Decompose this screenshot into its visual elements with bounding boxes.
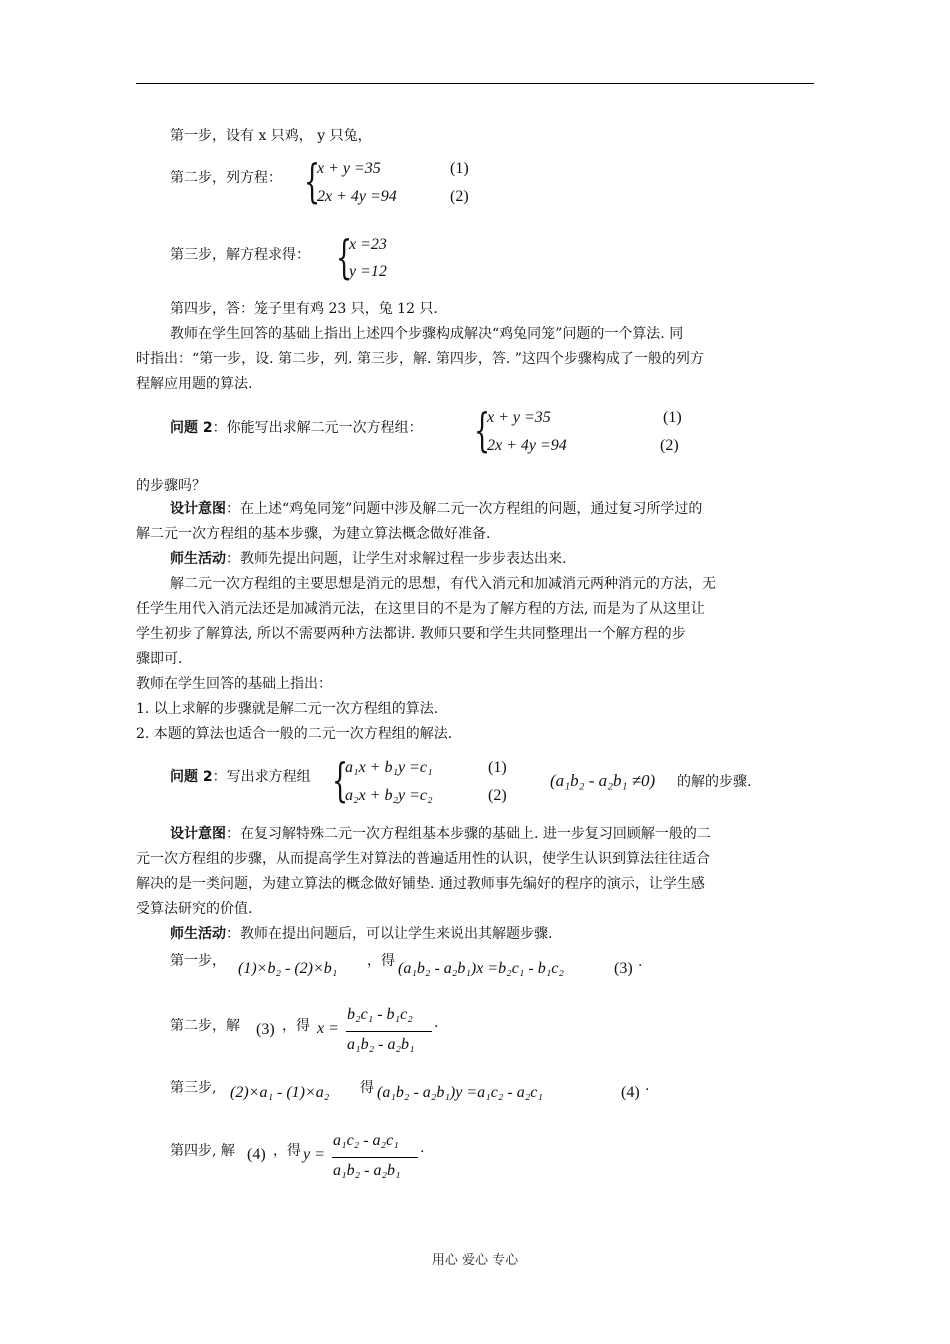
step2-eq2: 2x + 4y =94 (317, 188, 397, 205)
step1-line: 第一步，设有 x 只鸡， y 只兔， (170, 128, 372, 144)
question3 (170, 766, 311, 786)
question3-tail: 的解的步骤. (677, 774, 752, 790)
activity1-line (136, 547, 848, 572)
question2 (170, 417, 423, 437)
step2-brace: { (304, 154, 321, 208)
question2-tail: 的步骤吗？ (136, 478, 206, 494)
step3-eq2: y =12 (349, 263, 387, 280)
solution-step4-numerator: a₁c₂ - a₂c₁ (333, 1132, 399, 1149)
activity2-text: ：教师在提出问题后，可以让学生来说出其解题步骤. (226, 926, 553, 942)
solution-step4-ref: (4) (247, 1146, 266, 1163)
solution-step2-var: x = (317, 1020, 339, 1037)
list-item-2: 2. 本题的算法也适合一般的二元一次方程组的解法. (136, 726, 453, 742)
question2-brace: { (474, 403, 491, 457)
solution-step2-mid: ，得 (282, 1018, 310, 1034)
solution-step2-ref: (3) (256, 1021, 275, 1038)
design2-label: 设计意图 (170, 826, 226, 842)
step2-n2: (2) (450, 188, 469, 205)
step2-label: 第二步，列方程： (170, 170, 282, 186)
design1-label: 设计意图 (170, 501, 226, 517)
design2-line2: 元一次方程组的步骤，从而提高学生对算法的普遍适用性的认识，使学生认识到算法往往适合 (136, 851, 710, 867)
activity2-line (136, 922, 848, 947)
question3-eq2: a₂x + b₂y =c₂ (345, 787, 433, 804)
activity1-label: 师生活动 (170, 551, 226, 567)
solution-step3-label: 第三步, (170, 1080, 217, 1096)
design1-text: ：在上述“鸡兔同笼”问题中涉及解二元一次方程组的问题，通过复习所学过的 (226, 501, 703, 517)
design2-text: ：在复习解特殊二元一次方程组基本步骤的基础上. 进一步复习回顾解一般的二 (226, 826, 711, 842)
para2-line4: 骤即可. (136, 651, 183, 667)
activity2-label: 师生活动 (170, 926, 226, 942)
para1-line2: 时指出：“第一步，设. 第二步，列. 第三步，解. 第四步，答. ”这四个步骤构成了一般的列方 (136, 351, 704, 367)
solution-step4-fraction-bar (332, 1157, 418, 1158)
solution-step4-end: . (420, 1140, 425, 1156)
para2-line2: 任学生用代入消元法还是加减消元法，在这里目的不是为了解方程的方法, 而是为了从这里让 (136, 601, 705, 617)
design1-line1 (136, 497, 848, 522)
para3-line: 教师在学生回答的基础上指出： (136, 676, 332, 692)
step3-brace: { (336, 230, 353, 284)
question3-condition: (a₁b₂ - a₂b₁ ≠0) (550, 771, 656, 790)
para1-line1: 教师在学生回答的基础上指出上述四个步骤构成解决“鸡兔同笼”问题的一个算法. 同 (170, 326, 684, 342)
step3-eq1: x =23 (349, 236, 387, 253)
step3-label: 第三步，解方程求得： (170, 247, 310, 263)
question2-eq1: x + y =35 (487, 409, 551, 426)
design1-line2: 解二元一次方程组的基本步骤，为建立算法概念做好准备. (136, 526, 491, 542)
solution-step4-label: 第四步, 解 (170, 1143, 235, 1159)
solution-step2-numerator: b₂c₁ - b₁c₂ (347, 1006, 413, 1023)
step4-line: 第四步，答：笼子里有鸡 23 只，兔 12 只. (170, 301, 438, 317)
question3-label: 问题 2 (170, 769, 213, 785)
question3-brace: { (332, 753, 349, 807)
design2-line4: 受算法研究的价值. (136, 901, 253, 917)
design2-line1 (136, 822, 848, 847)
solution-step1-mid: ，得 (367, 953, 395, 969)
solution-step1-result: (a₁b₂ - a₂b₁)x =b₂c₁ - b₁c₂ (398, 960, 564, 977)
question3-n2: (2) (488, 787, 507, 804)
design2-line3: 解决的是一类问题，为建立算法的概念做好铺垫. 通过教师事先编好的程序的演示，让学生感 (136, 876, 705, 892)
question2-n2: (2) (660, 437, 679, 454)
question3-text: ：写出求方程组 (212, 769, 311, 785)
solution-step3-math: (2)×a₁ - (1)×a₂ (230, 1084, 330, 1101)
solution-step4-denominator: a₁b₂ - a₂b₁ (333, 1162, 401, 1179)
para2-line3: 学生初步了解算法, 所以不需要两种方法都讲. 教师只要和学生共同整理出一个解方程的步 (136, 626, 686, 642)
solution-step3-number: (4) (621, 1084, 640, 1101)
solution-step2-end: . (434, 1015, 439, 1031)
solution-step2-denominator: a₁b₂ - a₂b₁ (347, 1036, 415, 1053)
question2-text: ：你能写出求解二元一次方程组： (212, 420, 423, 436)
para2-line1: 解二元一次方程组的主要思想是消元的思想，有代入消元和加减消元两种消元的方法，无 (170, 576, 716, 592)
solution-step4-var: y = (303, 1146, 325, 1163)
page-footer: 用心 爱心 专心 (431, 1253, 519, 1268)
list-item-1: 1. 以上求解的步骤就是解二元一次方程组的算法. (136, 701, 439, 717)
solution-step3-result: (a₁b₂ - a₂b₁)y =a₁c₂ - a₂c₁ (377, 1084, 543, 1101)
question3-eq1: a₁x + b₁y =c₁ (345, 759, 433, 776)
question2-eq2: 2x + 4y =94 (487, 437, 567, 454)
question2-n1: (1) (663, 409, 682, 426)
para1-line3: 程解应用题的算法. (136, 376, 253, 392)
solution-step1-math: (1)×b₂ - (2)×b₁ (238, 960, 338, 977)
solution-step4-mid: ，得 (273, 1143, 301, 1159)
step2-eq1: x + y =35 (317, 160, 381, 177)
activity1-text: ：教师先提出问题，让学生对求解过程一步步表达出来. (226, 551, 567, 567)
solution-step1-number: (3) (614, 960, 633, 977)
solution-step1-label: 第一步， (170, 953, 226, 969)
header-rule (136, 83, 814, 84)
question3-n1: (1) (488, 759, 507, 776)
solution-step1-end: . (638, 954, 643, 970)
solution-step3-mid: 得 (360, 1080, 374, 1096)
solution-step3-end: . (645, 1078, 650, 1094)
step2-n1: (1) (450, 160, 469, 177)
question2-label: 问题 2 (170, 420, 213, 436)
solution-step2-fraction-bar (346, 1031, 432, 1032)
solution-step2-label: 第二步，解 (170, 1018, 240, 1034)
